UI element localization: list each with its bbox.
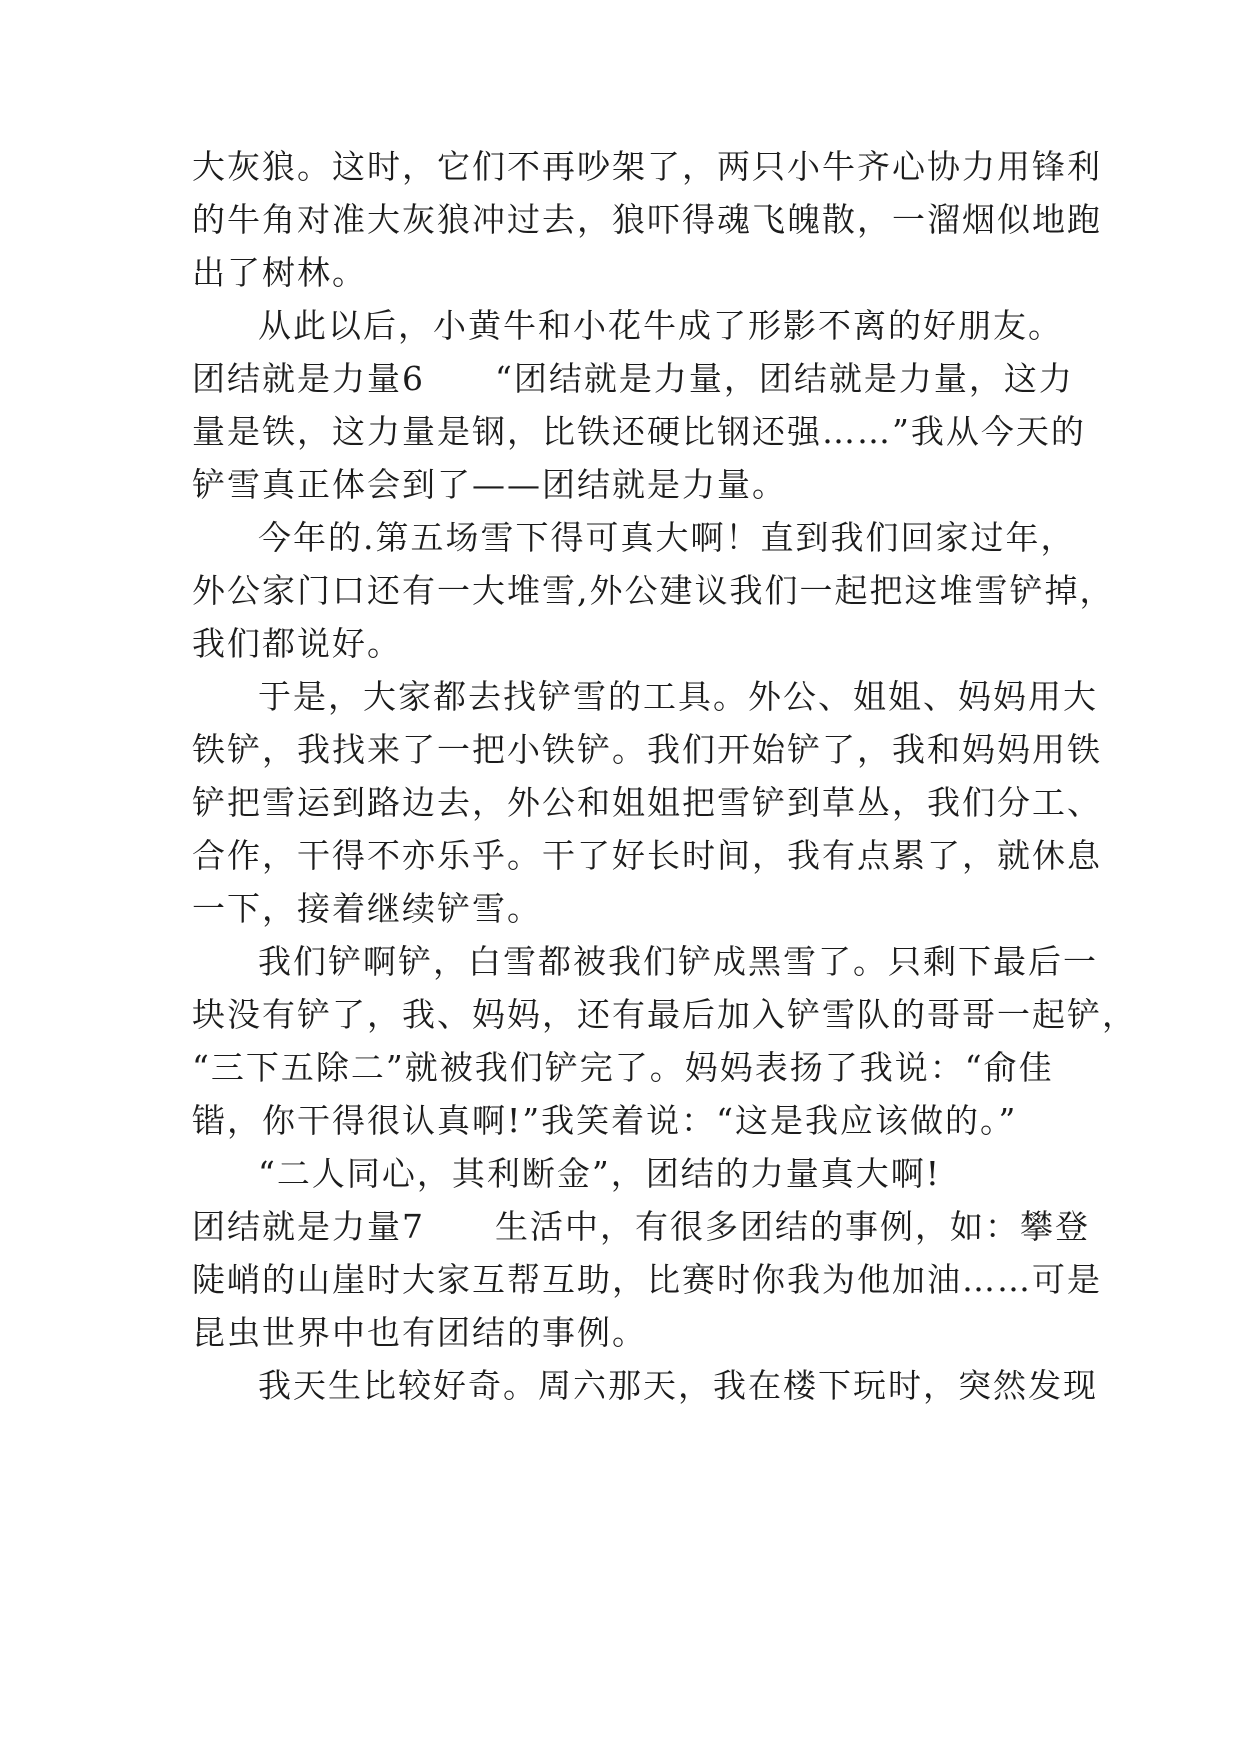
paragraph-line: 于是，大家都去找铲雪的工具。外公、姐姐、妈妈用大 xyxy=(258,677,1098,716)
text-line: 铲雪真正体会到了——团结就是力量。 xyxy=(192,465,787,504)
text-line: 大灰狼。这时，它们不再吵架了，两只小牛齐心协力用锋利 xyxy=(192,147,1102,186)
text-line: 锴，你干得很认真啊!”我笑着说：“这是我应该做的。” xyxy=(192,1101,1018,1140)
text-line: 我们都说好。 xyxy=(192,624,402,663)
text-segment: “团结就是力量，团结就是力量，这力 xyxy=(495,359,1074,398)
text-line: 外公家门口还有一大堆雪,外公建议我们一起把这堆雪铲掉， xyxy=(192,571,1115,610)
text-line: 的牛角对准大灰狼冲过去，狼吓得魂飞魄散，一溜烟似地跑 xyxy=(192,200,1102,239)
paragraph-line: 今年的.第五场雪下得可真大啊！直到我们回家过年， xyxy=(258,518,1076,557)
section-heading: 团结就是力量7 xyxy=(192,1207,425,1246)
paragraph-line: 我们铲啊铲，白雪都被我们铲成黑雪了。只剩下最后一 xyxy=(258,942,1098,981)
text-segment: 生活中，有很多团结的事例，如：攀登 xyxy=(495,1207,1090,1246)
paragraph-line: “二人同心，其利断金”，团结的力量真大啊! xyxy=(258,1154,942,1193)
text-line: 出了树林。 xyxy=(192,253,367,292)
text-line: 量是铁，这力量是钢，比铁还硬比钢还强……”我从今天的 xyxy=(192,412,1086,451)
text-line: 铲把雪运到路边去，外公和姐姐把雪铲到草丛，我们分工、 xyxy=(192,783,1102,822)
text-line: 块没有铲了，我、妈妈，还有最后加入铲雪队的哥哥一起铲， xyxy=(192,995,1137,1034)
paragraph-line: 我天生比较好奇。周六那天，我在楼下玩时，突然发现 xyxy=(258,1366,1098,1405)
text-line: 合作，干得不亦乐乎。干了好长时间，我有点累了，就休息 xyxy=(192,836,1102,875)
section-heading-line xyxy=(192,359,1072,399)
text-line: “三下五除二”就被我们铲完了。妈妈表扬了我说：“俞佳 xyxy=(192,1048,1054,1087)
text-line: 一下，接着继续铲雪。 xyxy=(192,889,542,928)
text-line: 铁铲，我找来了一把小铁铲。我们开始铲了，我和妈妈用铁 xyxy=(192,730,1102,769)
paragraph-line: 从此以后，小黄牛和小花牛成了形影不离的好朋友。 xyxy=(258,306,1063,345)
text-line: 昆虫世界中也有团结的事例。 xyxy=(192,1313,647,1352)
text-line: 陡峭的山崖时大家互帮互助，比赛时你我为他加油……可是 xyxy=(192,1260,1102,1299)
section-heading: 团结就是力量6 xyxy=(192,359,425,398)
section-heading-line xyxy=(192,1207,1090,1247)
